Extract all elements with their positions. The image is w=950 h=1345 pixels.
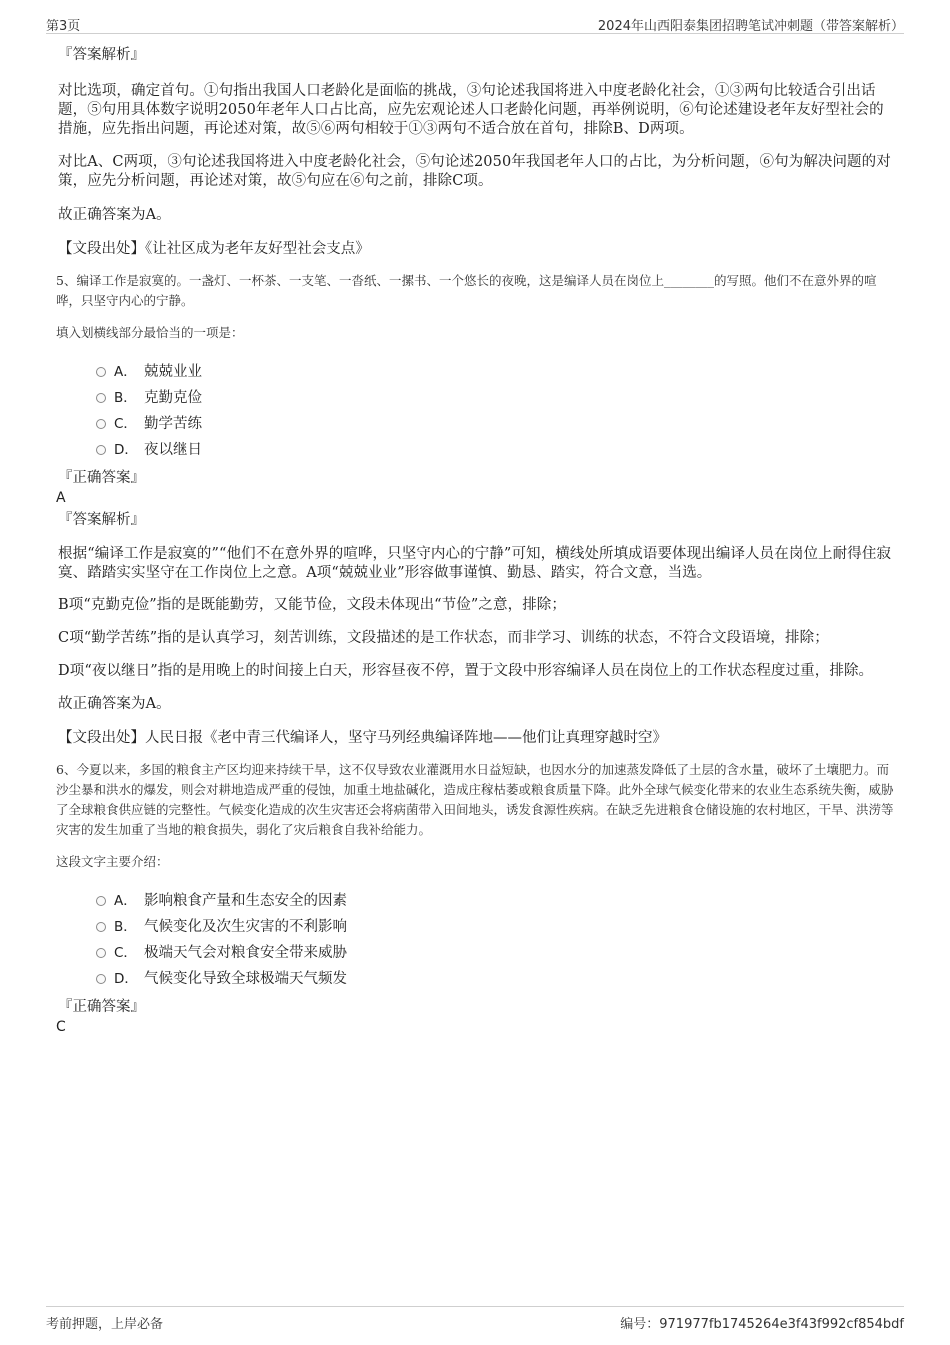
q4-analysis-paragraph-2: 对比A、C两项，③句论述我国将进入中度老龄化社会，⑤句论述2050年我国老年人口的占比，为分析问题，⑥句为解决问题的对策，应先分析问题，再论述对策，故⑤句应在⑥句之前，排除C项。 [58, 154, 891, 189]
option-text: 影响粮食产量和生态安全的因素 [144, 892, 347, 909]
q4-conclusion: 故正确答案为A。 [58, 207, 171, 223]
q5-conclusion: 故正确答案为A。 [58, 696, 171, 712]
q6-options [96, 886, 896, 990]
option-letter: D． [114, 442, 138, 458]
q6-option-d[interactable] [96, 964, 896, 990]
q5-analysis-label: 『答案解析』 [58, 512, 145, 528]
radio-icon[interactable] [96, 974, 106, 984]
option-letter: C． [114, 945, 137, 961]
q5-stem: 5、编译工作是寂寞的。一盏灯、一杯茶、一支笔、一沓纸、一摞书、一个悠长的夜晚，这是编译人员在岗位上________的写照。他们不在意外界的喧哗，只坚守内心的宁静。 [56, 273, 877, 308]
option-text: 气候变化导致全球极端天气频发 [144, 970, 347, 987]
option-text: 气候变化及次生灾害的不利影响 [144, 918, 347, 935]
q5-options [96, 357, 896, 461]
radio-icon[interactable] [96, 367, 106, 377]
radio-icon[interactable] [96, 896, 106, 906]
document-serial: 编号：971977fb1745264e3f43f992cf854bdf [620, 1317, 904, 1332]
q6-answer-label: 『正确答案』 [58, 999, 145, 1015]
q6-option-a[interactable] [96, 886, 896, 912]
q4-source: 【文段出处】《让社区成为老年友好型社会支点》 [58, 241, 370, 257]
radio-icon[interactable] [96, 445, 106, 455]
q6-option-c[interactable] [96, 938, 896, 964]
option-letter: D． [114, 971, 138, 987]
q5-source: 【文段出处】人民日报《老中青三代编译人，坚守马列经典编译阵地——他们让真理穿越时空》 [58, 730, 667, 746]
page-footer [46, 1306, 904, 1330]
radio-icon[interactable] [96, 948, 106, 958]
page-number: 第3页 [46, 19, 81, 34]
option-letter: B． [114, 390, 137, 406]
radio-icon[interactable] [96, 419, 106, 429]
q5-analysis-paragraph-1: 根据“编译工作是寂寞的”“他们不在意外界的喧哗，只坚守内心的宁静”可知，横线处所填成语要体现出编译人员在岗位上耐得住寂寞、踏踏实实坚守在工作岗位上之意。A项“兢兢业业”形容做事谨慎、勤恳、踏实，符合文意，当选。 [58, 546, 892, 581]
footer-slogan: 考前押题，上岸必备 [46, 1317, 164, 1332]
radio-icon[interactable] [96, 922, 106, 932]
q4-analysis-label: 『答案解析』 [58, 47, 145, 63]
option-text: 夜以继日 [144, 441, 202, 458]
option-letter: A． [114, 364, 137, 380]
q5-option-b[interactable] [96, 383, 896, 409]
option-text: 勤学苦练 [144, 415, 202, 432]
option-text: 克勤克俭 [144, 389, 202, 406]
q5-analysis-paragraph-4: D项“夜以继日”指的是用晚上的时间接上白天，形容昼夜不停，置于文段中形容编译人员在岗位上的工作状态程度过重，排除。 [58, 663, 874, 679]
page-content [56, 44, 896, 1036]
q5-option-c[interactable] [96, 409, 896, 435]
q5-analysis-paragraph-2: B项“克勤克俭”指的是既能勤劳，又能节俭，文段未体现出“节俭”之意，排除； [58, 597, 567, 613]
option-letter: B． [114, 919, 137, 935]
q6-option-b[interactable] [96, 912, 896, 938]
q6-stem: 6、今夏以来，多国的粮食主产区均迎来持续干旱，这不仅导致农业灌溉用水日益短缺，也因水分的加速蒸发降低了土层的含水量，破坏了土壤肥力。而沙尘暴和洪水的爆发，则会对耕地造成严重的侵蚀，加重土地盐碱化，造成庄稼枯萎或粮食质量下降。此外全球气候变化带来的农业生态系统失衡，威胁了全球粮食供应链的完整性。气候变化造成的次生灾害还会将病菌带入田间地头，诱发食源性疾病。在缺乏先进粮食仓储设施的农村地区，干旱、洪涝等灾害的发生加重了当地的粮食损失，弱化了灾后粮食自我补给能力。 [56, 762, 894, 837]
option-letter: C． [114, 416, 137, 432]
q5-option-a[interactable] [96, 357, 896, 383]
q5-analysis-paragraph-3: C项“勤学苦练”指的是认真学习，刻苦训练，文段描述的是工作状态，而非学习、训练的状态，不符合文段语境，排除； [58, 630, 829, 646]
q5-answer: A [56, 490, 66, 506]
option-letter: A． [114, 893, 137, 909]
option-text: 兢兢业业 [144, 363, 202, 380]
document-title: 2024年山西阳泰集团招聘笔试冲刺题（带答案解析） [597, 19, 904, 34]
q5-answer-label: 『正确答案』 [58, 470, 145, 486]
q5-prompt: 填入划横线部分最恰当的一项是： [56, 325, 244, 340]
page-header [46, 14, 904, 34]
q4-analysis-paragraph-1: 对比选项，确定首句。①句指出我国人口老龄化是面临的挑战，③句论述我国将进入中度老龄化社会，①③两句比较适合引出话题，⑤句用具体数字说明2050年老年人口占比高，应先宏观论述人口老龄化问题，再举例说明，⑥句论述建设老年友好型社会的措施，应先指出问题，再论述对策，故⑤⑥两句相较于①③两句不适合放在首句，排除B、D两项。 [58, 83, 884, 137]
q6-answer: C [56, 1019, 66, 1035]
q6-prompt: 这段文字主要介绍： [56, 854, 169, 869]
radio-icon[interactable] [96, 393, 106, 403]
option-text: 极端天气会对粮食安全带来威胁 [144, 944, 347, 961]
q5-option-d[interactable] [96, 435, 896, 461]
